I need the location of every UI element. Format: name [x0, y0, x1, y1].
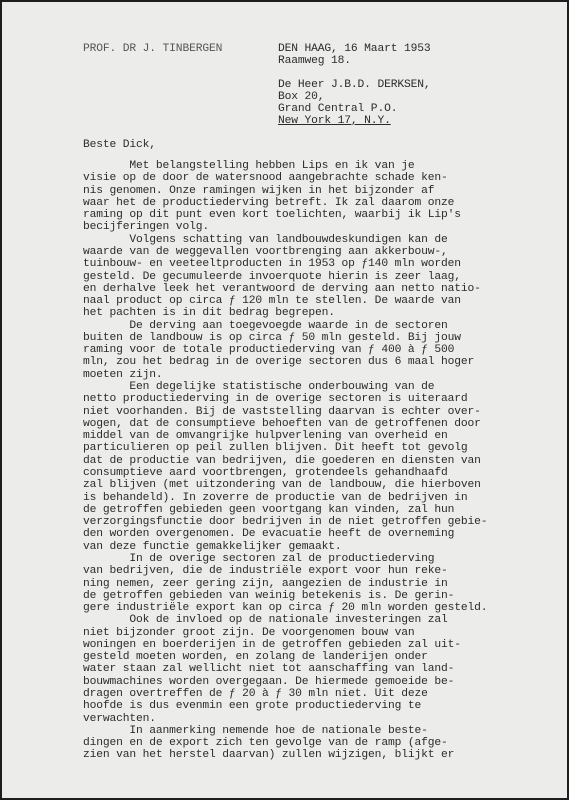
body-line: De derving aan toegevoegde waarde in de sectoren — [83, 319, 448, 332]
body-line: Ook de invloed op de nationale investeringen zal — [83, 614, 448, 627]
body-line: Volgens schatting van landbouwdeskundigen kan de — [83, 233, 448, 246]
body-line: Met belangstelling hebben Lips en ik van je — [83, 160, 415, 172]
body-line: is behandeld). In zoverre de productie van de bedrijven in — [83, 491, 468, 504]
body-line: visie op de door de watersnood aangebrachte schade ken- — [83, 172, 448, 185]
body-line: dingen en de export zich ten gevolge van de ramp (afge- — [83, 737, 448, 750]
body-line: mln, zou het bedrag in de overige sectoren dus 6 maal hoger — [83, 356, 475, 369]
body-line: bouwmachines worden overgegaan. De hiermede gemoeide be- — [83, 675, 455, 688]
body-line: hoofde is dus evenmin een grote productiederving te — [83, 700, 422, 713]
body-line: het pachten is in dit bedrag begrepen. — [83, 307, 335, 320]
recipient-line: New York 17, N.Y. — [278, 115, 391, 127]
letter-page — [2, 2, 567, 798]
body-line: raming voor de totale productiederving van ƒ 400 à ƒ 500 — [83, 344, 455, 357]
body-line: de getroffen gebieden geen voortgang kan vinden, zal hun — [83, 503, 455, 516]
body-line: water staan zal wellicht niet tot aanschaffing van land- — [83, 663, 455, 676]
body-line: en derhalve leek het verantwoord de derving aan netto natio- — [83, 282, 481, 295]
body-line: nis genomen. Onze ramingen wijken in het bijzonder af — [83, 184, 435, 197]
sender-street: Raamweg 18. — [278, 55, 351, 67]
body-line: verwachten. — [83, 712, 156, 725]
body-line: buiten de landbouw is op circa ƒ 50 mln gesteld. Bij jouw — [83, 331, 461, 344]
recipient-line: De Heer J.B.D. DERKSEN, — [278, 79, 431, 91]
letterhead-sender: PROF. DR J. TINBERGEN — [83, 43, 223, 55]
body-line: gesteld moeten worden, en zolang de landerijen onder — [83, 651, 428, 664]
body-line: moeten zijn. — [83, 368, 163, 381]
body-line: becijferingen volg. — [83, 221, 209, 234]
body-line: zal blijven (met uitzondering van de landbouw, die hierboven — [83, 479, 481, 492]
body-line: particulieren op peil zullen blijven. Dit heeft tot gevolg — [83, 442, 468, 455]
body-line: zien van het herstel daarvan) zullen wijzigen, blijkt er — [83, 749, 455, 762]
recipient-line: Box 20, — [278, 91, 325, 103]
body-line: niet voorhanden. Bij de vaststelling daarvan is echter over- — [83, 405, 481, 418]
body-line: van bedrijven, die de industriële export voor hun reke- — [83, 565, 448, 578]
recipient-line: Grand Central P.O. — [278, 103, 398, 115]
body-line: de getroffen gebieden van weinig betekenis is. De gerin- — [83, 589, 455, 602]
body-line: verzorgingsfunctie door bedrijven in de niet getroffen gebie- — [83, 516, 488, 529]
body-line: niet bijzonder groot zijn. De voorgenomen bouw van — [83, 626, 415, 639]
body-line: van deze functie gemakkelijker gemaakt. — [83, 540, 342, 553]
body-line: consumptieve aard voortbrengen, grotendeels gehandhaafd — [83, 467, 448, 479]
body-line: tuinbouw- en veeteeltproducten in 1953 op ƒ140 mln worden — [83, 258, 461, 271]
body-line: naal product op circa ƒ 120 mln te stellen. De waarde van — [83, 295, 461, 308]
body-line: wogen, dat de consumptieve behoeften van de getroffenen door — [83, 417, 481, 430]
salutation: Beste Dick, — [83, 139, 156, 151]
body-line: raming op dit punt even kort toelichten, waarbij ik Lip's — [83, 209, 461, 222]
body-line: In de overige sectoren zal de productiederving — [83, 552, 435, 565]
body-line: woningen en boerderijen in de getroffen gebieden zal uit- — [83, 638, 461, 651]
body-line: waar het de productiederving betreft. Ik zal daarom onze — [83, 196, 455, 209]
body-line: den worden overgenomen. De evacuatie heeft de overneming — [83, 528, 455, 541]
body-line: middel van de omvangrijke hulpverlening van overheid en — [83, 430, 448, 443]
body-line: gere industriële export kan op circa ƒ 20 mln worden gesteld. — [83, 602, 488, 615]
body-line: In aanmerking nemende hoe de nationale beste- — [83, 724, 428, 737]
place-date: DEN HAAG, 16 Maart 1953 — [278, 43, 431, 55]
body-line: dat de productie van bedrijven, die goederen en diensten van — [83, 454, 481, 467]
body-line: dragen overtreffen de ƒ 20 à ƒ 30 mln niet. Uit deze — [83, 688, 428, 701]
body-line: ning nemen, zeer gering zijn, aangezien de industrie in — [83, 577, 448, 590]
body-line: gesteld. De gecumuleerde invoerquote hierin is zeer laag, — [83, 270, 461, 283]
body-line: netto productiederving in de overige sectoren is uiteraard — [83, 393, 468, 406]
body-line: Een degelijke statistische onderbouwing van de — [83, 381, 435, 394]
body-line: waarde van de weggevallen voortbrenging aan akkerbouw-, — [83, 245, 448, 258]
